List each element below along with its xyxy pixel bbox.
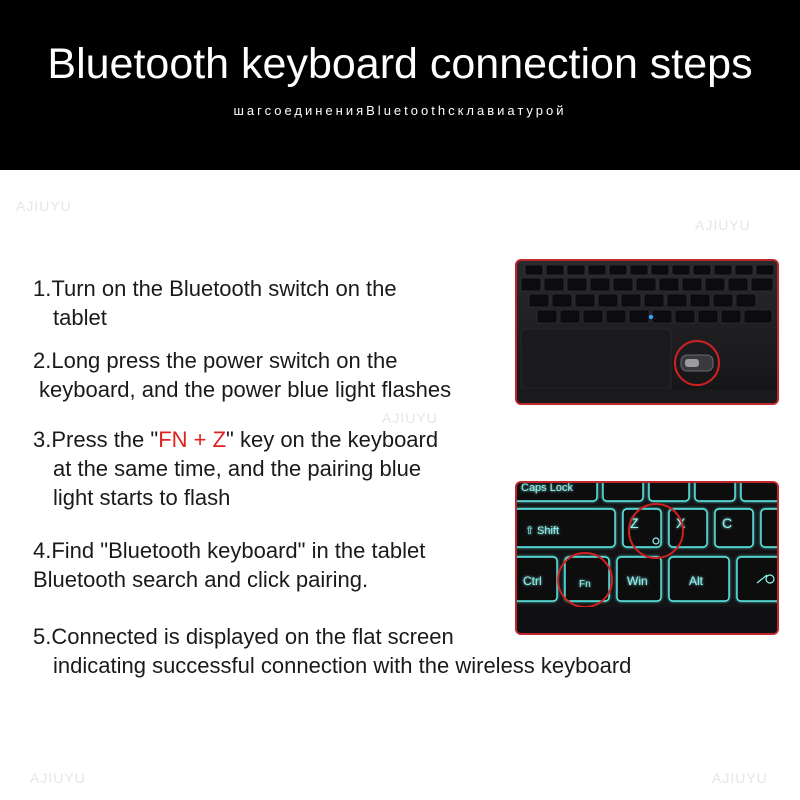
step-1 — [33, 274, 397, 332]
key-shift-arrow-icon: ⇧ — [525, 525, 535, 537]
step-1-line-1: 1.Turn on the Bluetooth switch on the — [33, 276, 397, 301]
step-3-line-2: at the same time, and the pairing blue — [53, 456, 422, 481]
page-subtitle: шагсоединенияBluetoothсклавиатурой — [233, 103, 567, 118]
key-win: Win — [627, 574, 648, 588]
step-2-line-2: keyboard, and the power blue light flashes — [39, 377, 452, 402]
step-2 — [33, 346, 451, 404]
key-fn: Fn — [579, 579, 591, 590]
keyboard-power-switch-photo — [515, 259, 779, 405]
key-shift: Shift — [537, 525, 560, 537]
step-3-text-before: 3.Press the " — [33, 427, 159, 452]
step-4 — [33, 536, 425, 594]
step-3-text-after: " key on the keyboard — [226, 427, 439, 452]
key-x: X — [676, 515, 686, 531]
step-5-line-2: indicating successful connection with the wireless keyboard — [53, 653, 632, 678]
step-4-line-2: Bluetooth search and click pairing. — [33, 567, 369, 592]
step-1-line-2: tablet — [53, 305, 107, 330]
watermark: AJIUYU — [712, 770, 768, 786]
step-2-line-1: 2.Long press the power switch on the — [33, 348, 398, 373]
key-c: C — [722, 515, 733, 531]
page-title: Bluetooth keyboard connection steps — [47, 40, 753, 88]
step-5-line-1: 5.Connected is displayed on the flat screen — [33, 624, 454, 649]
watermark: AJIUYU — [695, 217, 751, 233]
key-alt: Alt — [689, 574, 704, 588]
backlit-keyboard-fn-z-photo — [515, 481, 779, 635]
watermark: AJIUYU — [16, 198, 72, 214]
step-3 — [33, 425, 438, 512]
step-3-line-1 — [33, 425, 438, 454]
key-z: Z — [630, 515, 639, 531]
key-caps-lock: Caps Lock — [521, 483, 573, 494]
step-3-line-3: light starts to flash — [53, 485, 231, 510]
key-ctrl: Ctrl — [523, 574, 542, 588]
header-banner — [0, 0, 800, 170]
step-4-line-1: 4.Find "Bluetooth keyboard" in the tablet — [33, 538, 426, 563]
watermark: AJIUYU — [382, 410, 438, 426]
watermark: AJIUYU — [30, 770, 86, 786]
fn-z-highlight: FN + Z — [158, 427, 227, 452]
